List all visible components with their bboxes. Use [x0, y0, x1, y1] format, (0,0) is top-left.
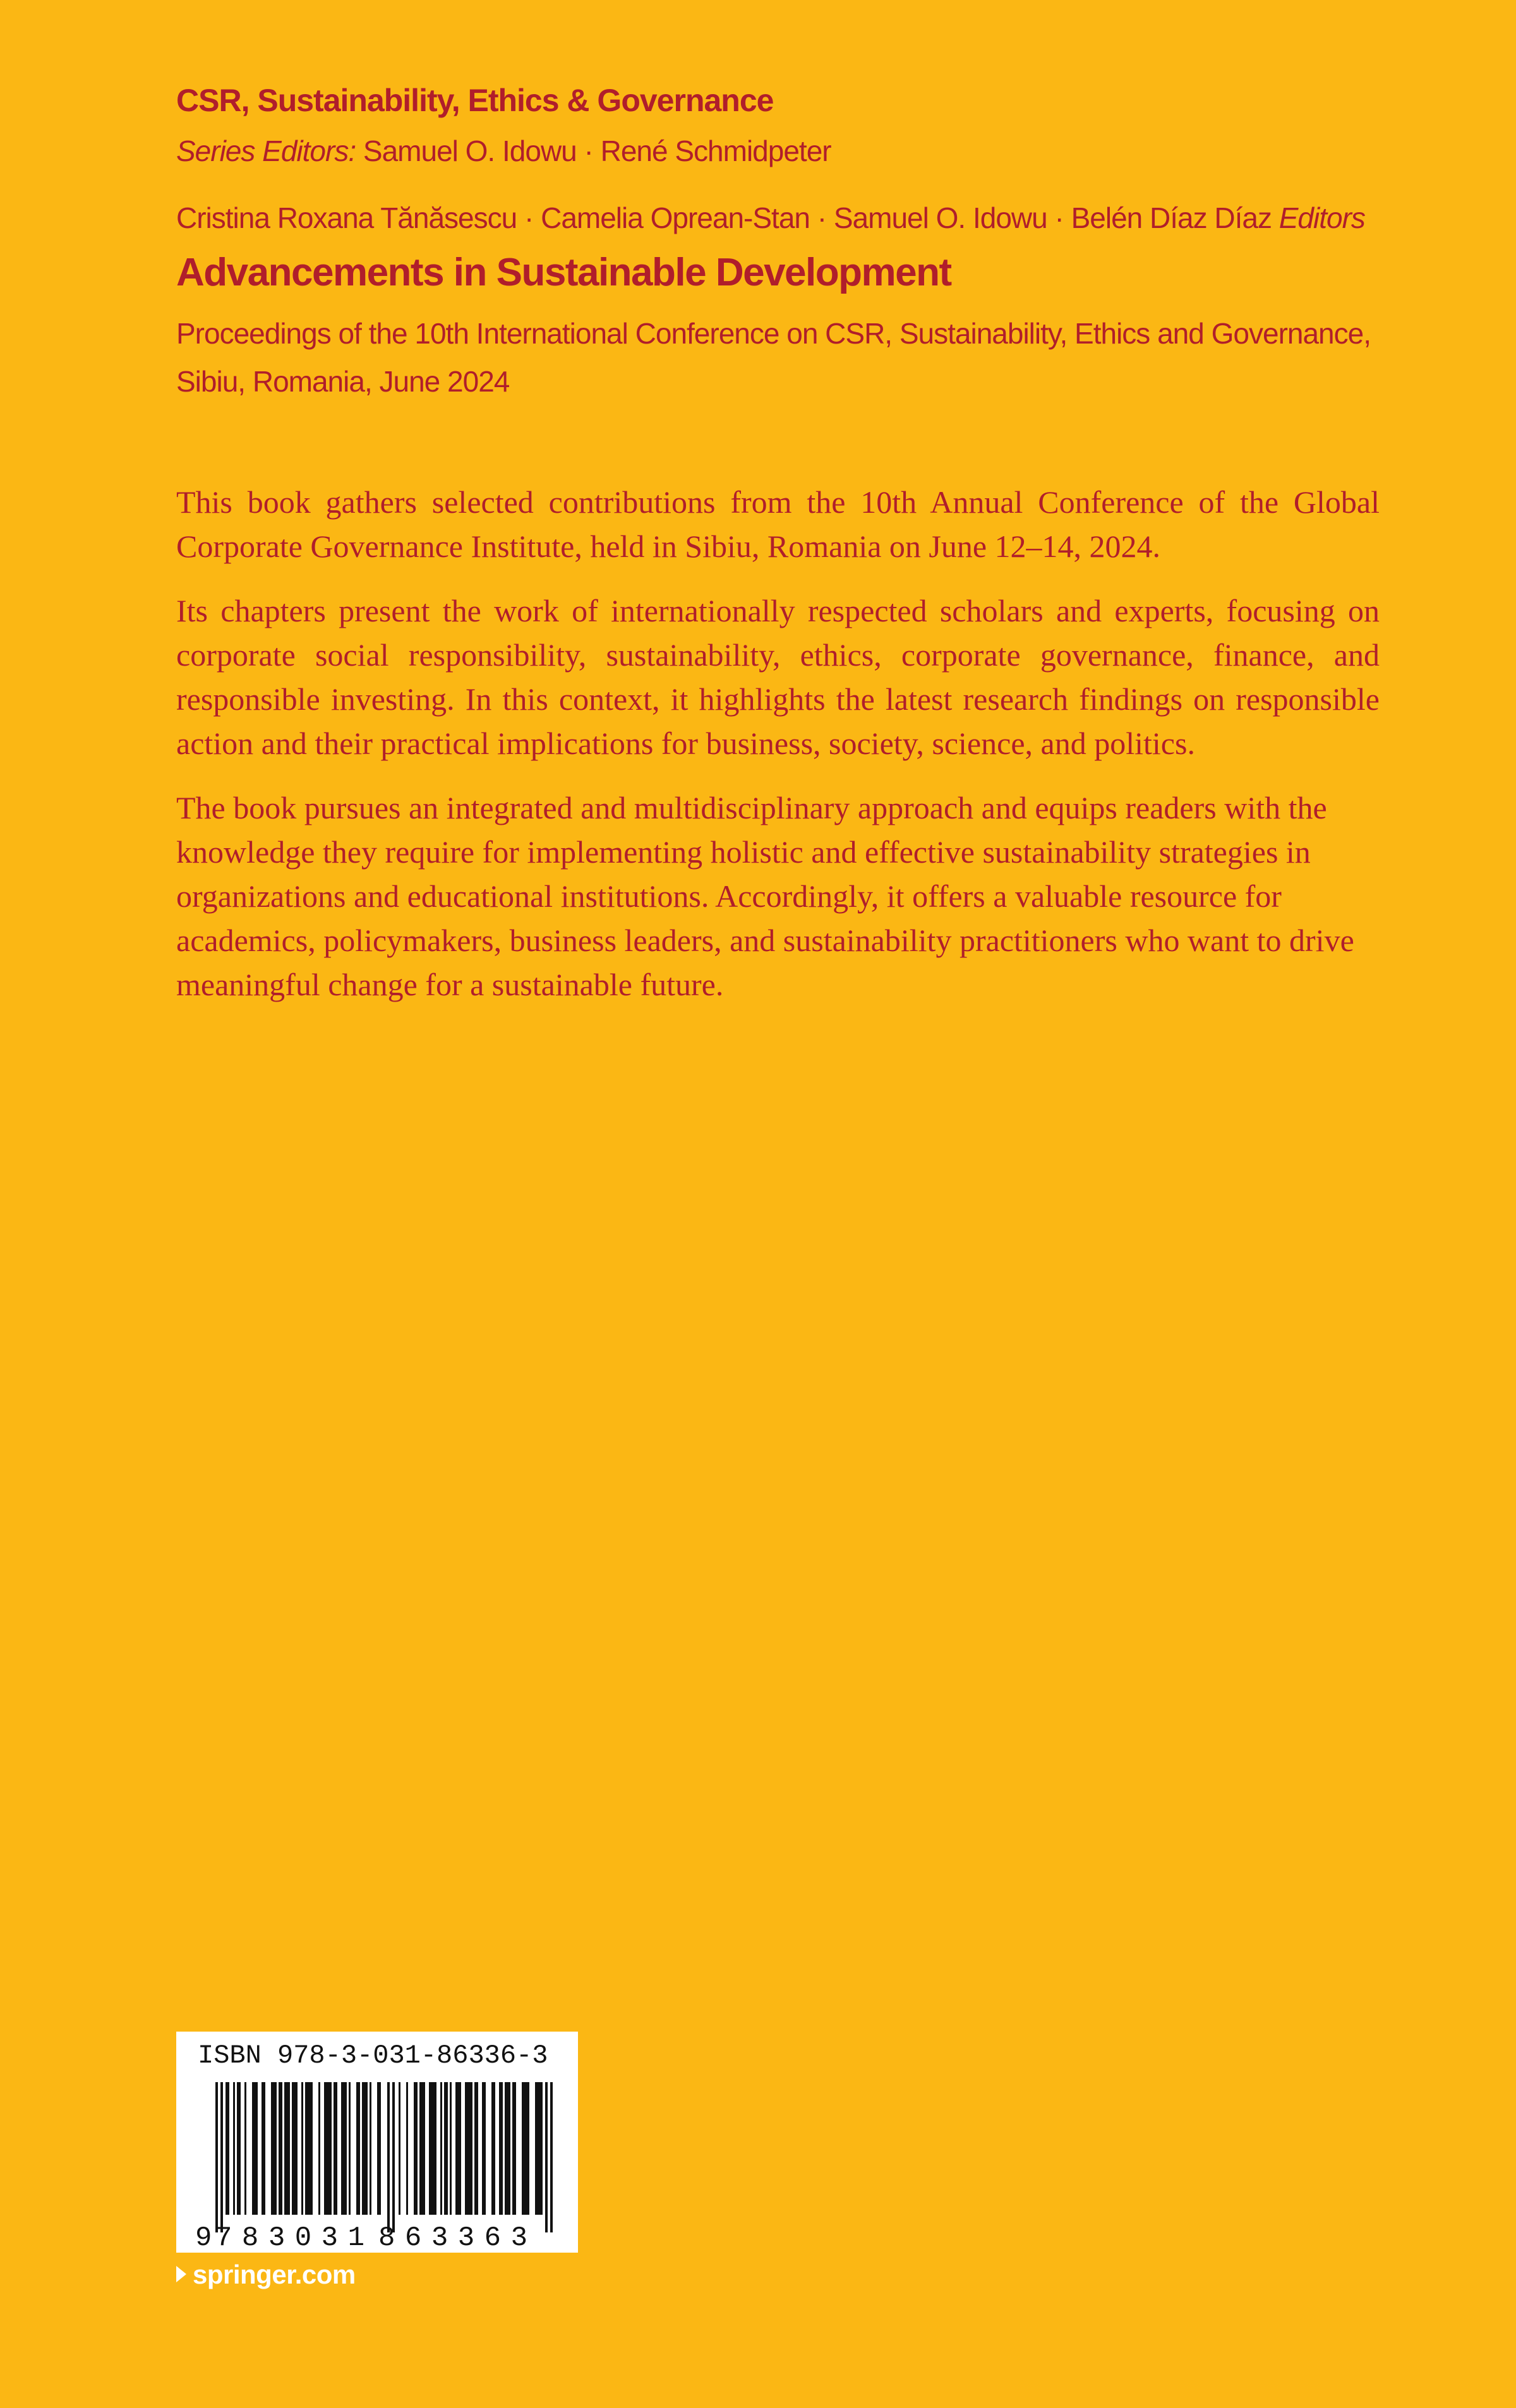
book-editors-names: Cristina Roxana Tănăsescu · Camelia Oprean-Stan · Samuel O. Idowu · Belén Díaz Díaz — [176, 201, 1272, 234]
publisher-link[interactable] — [176, 2260, 356, 2290]
subtitle-line-1: Proceedings of the 10th International Conference on CSR, Sustainability, Ethics and Governance, — [176, 317, 1371, 350]
series-editors — [176, 134, 831, 168]
publisher-url: springer.com — [193, 2260, 356, 2289]
series-title: CSR, Sustainability, Ethics & Governance — [176, 83, 774, 118]
series-editors-label: Series Editors: — [176, 135, 356, 167]
isbn-barcode — [176, 2032, 578, 2253]
subtitle-line-2: Sibiu, Romania, June 2024 — [176, 365, 510, 398]
book-subtitle — [176, 309, 1408, 405]
isbn-label: ISBN 978-3-031-86336-3 — [198, 2040, 548, 2071]
barcode-digits-right: 863363 — [378, 2222, 527, 2253]
book-editors-role: Editors — [1278, 201, 1365, 234]
barcode-graphic — [176, 2032, 578, 2253]
description-paragraph-1: This book gathers selected contributions from the 10th Annual Conference of the Global Corporate Governance Institute, held in Sibiu, Romania on June 12–14, 2024. — [176, 484, 1380, 564]
barcode-digits-left: 783031 — [215, 2222, 364, 2253]
description-paragraph-2: Its chapters present the work of internationally respected scholars and experts, focusing on corporate social responsibility, sustainability, ethics, corporate governance, finance, and responsible investing. In this context, it highlights the latest research findings on responsible action and their practical implications for business, society, science, and politics. — [176, 593, 1380, 761]
arrow-right-icon — [176, 2266, 186, 2282]
barcode-bars — [215, 2082, 553, 2232]
description-paragraph-3: The book pursues an integrated and multidisciplinary approach and equips readers with the knowledge they require for implementing holistic and effective sustainability strategies in organizations and educational institutions. Accordingly, it offers a valuable resource for academics, policymakers, business leaders, and sustainability practitioners who want to drive meaningful change for a sustainable future. — [176, 790, 1354, 1002]
book-editors — [176, 201, 1365, 235]
series-editors-names: Samuel O. Idowu · René Schmidpeter — [363, 135, 831, 167]
book-title: Advancements in Sustainable Development — [176, 251, 951, 294]
book-description — [176, 480, 1380, 1027]
barcode-digit-first: 9 — [195, 2222, 212, 2253]
